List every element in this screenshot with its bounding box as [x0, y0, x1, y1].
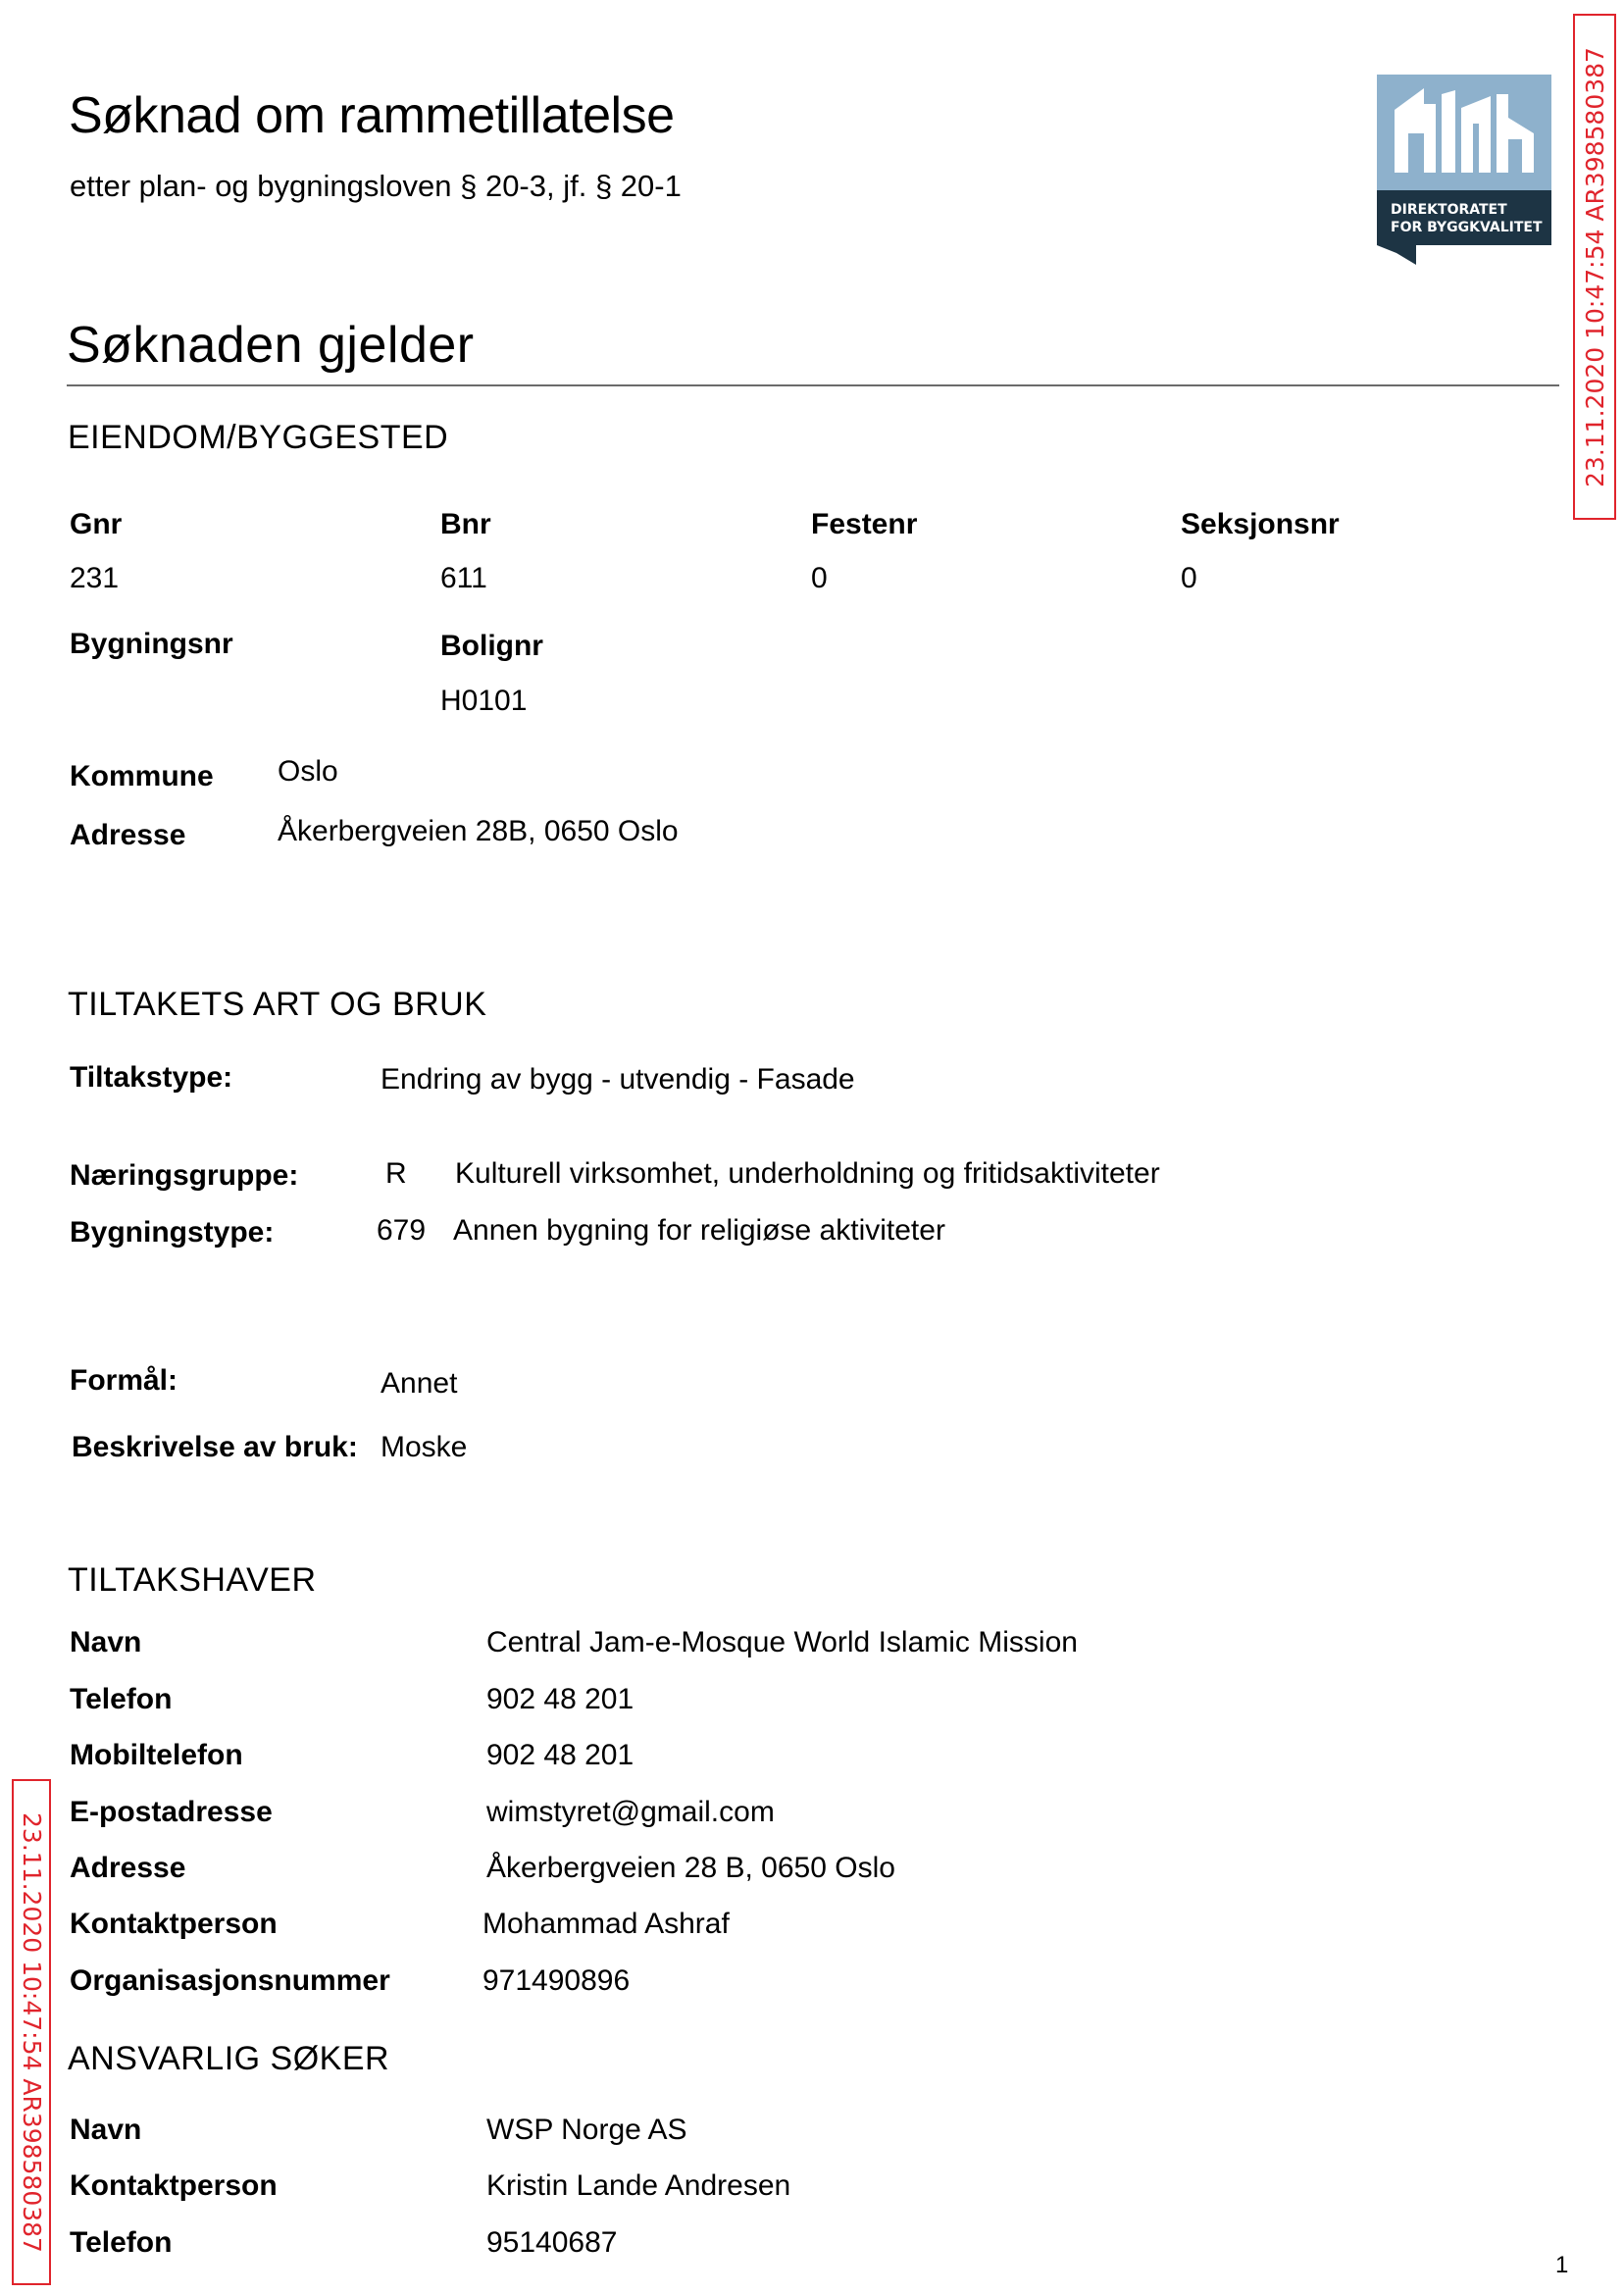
- naeringsgruppe-value: Kulturell virksomhet, underholdning og fritidsaktiviteter: [455, 1157, 1160, 1190]
- adresse-value: Åkerbergveien 28B, 0650 Oslo: [278, 815, 679, 847]
- stamp-text-left: 23.11.2020 10:47:54 AR398580387: [17, 1811, 46, 2253]
- bygningstype-code: 679: [377, 1214, 427, 1247]
- formal-value: Annet: [381, 1367, 458, 1400]
- ansvarlig-kontakt-value: Kristin Lande Andresen: [486, 2169, 791, 2202]
- section-title: Søknaden gjelder: [67, 317, 475, 374]
- bygningsnr-label: Bygningsnr: [70, 628, 233, 660]
- eiendom-heading: EIENDOM/BYGGESTED: [68, 419, 449, 456]
- page-number: 1: [1555, 2252, 1569, 2278]
- formal-label: Formål:: [70, 1364, 178, 1397]
- beskrivelse-value: Moske: [381, 1431, 468, 1463]
- dibk-logo: [1377, 75, 1551, 265]
- ansvarlig-heading: ANSVARLIG SØKER: [68, 2040, 390, 2077]
- section-divider: [67, 384, 1559, 386]
- adresse-label: Adresse: [70, 819, 186, 851]
- tiltakshaver-telefon-label: Telefon: [70, 1683, 173, 1715]
- gnr-label: Gnr: [70, 508, 123, 540]
- tiltakshaver-navn-value: Central Jam-e-Mosque World Islamic Mission: [486, 1626, 1078, 1658]
- tiltakshaver-epost-label: E-postadresse: [70, 1796, 273, 1828]
- seksjonsnr-value: 0: [1181, 562, 1197, 594]
- bnr-label: Bnr: [440, 508, 491, 540]
- document-title: Søknad om rammetillatelse: [69, 87, 675, 144]
- seksjonsnr-label: Seksjonsnr: [1181, 508, 1340, 540]
- tiltakshaver-mobil-value: 902 48 201: [486, 1739, 634, 1771]
- tiltakshaver-orgnr-label: Organisasjonsnummer: [70, 1964, 390, 1997]
- tiltakshaver-adresse-label: Adresse: [70, 1852, 186, 1884]
- beskrivelse-label: Beskrivelse av bruk:: [72, 1431, 358, 1463]
- bolignr-label: Bolignr: [440, 630, 543, 662]
- tiltakshaver-navn-label: Navn: [70, 1626, 142, 1658]
- tiltak-heading: TILTAKETS ART OG BRUK: [68, 986, 487, 1023]
- tiltakshaver-epost-value: wimstyret@gmail.com: [486, 1796, 775, 1828]
- ansvarlig-navn-value: WSP Norge AS: [486, 2114, 687, 2146]
- tiltakshaver-telefon-value: 902 48 201: [486, 1683, 634, 1715]
- tiltakshaver-orgnr-value: 971490896: [482, 1964, 631, 1997]
- tiltakstype-value: Endring av bygg - utvendig - Fasade: [381, 1063, 855, 1096]
- naeringsgruppe-code: R: [385, 1157, 407, 1190]
- tiltakshaver-kontakt-label: Kontaktperson: [70, 1908, 278, 1940]
- stamp-text-top: 23.11.2020 10:47:54 AR398580387: [1580, 46, 1609, 487]
- bygningstype-value: Annen bygning for religiøse aktiviteter: [453, 1214, 945, 1247]
- dibk-logo-graphic: [1377, 75, 1551, 265]
- ansvarlig-telefon-value: 95140687: [486, 2226, 618, 2259]
- registration-stamp-left: [12, 1779, 51, 2285]
- bygningstype-label: Bygningstype:: [70, 1216, 275, 1249]
- tiltakshaver-kontakt-value: Mohammad Ashraf: [482, 1908, 730, 1940]
- festenr-label: Festenr: [811, 508, 918, 540]
- logo-text-line1: DIREKTORATET: [1391, 202, 1507, 218]
- tiltakshaver-adresse-value: Åkerbergveien 28 B, 0650 Oslo: [486, 1852, 895, 1884]
- ansvarlig-telefon-label: Telefon: [70, 2226, 173, 2259]
- ansvarlig-navn-label: Navn: [70, 2114, 142, 2146]
- logo-text-line2: FOR BYGGKVALITET: [1391, 220, 1543, 235]
- tiltakshaver-mobil-label: Mobiltelefon: [70, 1739, 243, 1771]
- naeringsgruppe-label: Næringsgruppe:: [70, 1159, 299, 1192]
- bolignr-value: H0101: [440, 685, 528, 717]
- gnr-value: 231: [70, 562, 120, 594]
- registration-stamp-top: [1573, 14, 1616, 520]
- ansvarlig-kontakt-label: Kontaktperson: [70, 2169, 278, 2202]
- tiltakshaver-heading: TILTAKSHAVER: [68, 1561, 317, 1599]
- document-subtitle: etter plan- og bygningsloven § 20-3, jf. § 20-1: [70, 169, 682, 203]
- bnr-value: 611: [440, 562, 487, 594]
- tiltakstype-label: Tiltakstype:: [70, 1061, 233, 1094]
- kommune-label: Kommune: [70, 760, 214, 792]
- kommune-value: Oslo: [278, 755, 338, 788]
- festenr-value: 0: [811, 562, 828, 594]
